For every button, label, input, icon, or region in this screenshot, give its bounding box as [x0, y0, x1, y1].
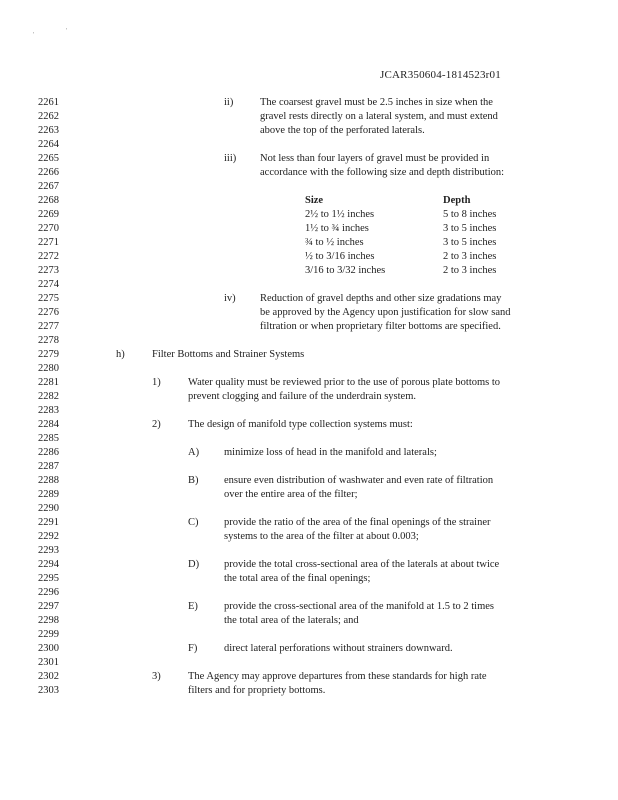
text-line: provide the ratio of the area of the final openings of the strainer [224, 517, 491, 528]
item-text-iii [260, 152, 504, 180]
line-number: 2290 [38, 503, 59, 514]
text-line: provide the cross-sectional area of the manifold at 1.5 to 2 times [224, 601, 495, 612]
table-row [305, 250, 496, 264]
line-number: 2285 [38, 433, 59, 444]
item-label-E: E) [188, 601, 198, 612]
item-text-1 [188, 376, 500, 404]
line-number: 2270 [38, 223, 59, 234]
line-number: 2266 [38, 167, 59, 178]
text-line: The coarsest gravel must be 2.5 inches in size when the [260, 97, 493, 108]
line-number: 2271 [38, 237, 59, 248]
item-text-D [224, 558, 499, 586]
text-line: minimize loss of head in the manifold and laterals; [224, 447, 437, 458]
line-number: 2295 [38, 573, 59, 584]
table-header-row [305, 194, 496, 208]
item-label-F: F) [188, 643, 198, 654]
line-number: 2287 [38, 461, 59, 472]
line-number-column [38, 96, 78, 698]
text-line: the total area of the final openings; [224, 573, 371, 584]
line-number: 2261 [38, 97, 59, 108]
table-row [305, 222, 496, 236]
line-number: 2299 [38, 629, 59, 640]
line-number: 2297 [38, 601, 59, 612]
text-line: Water quality must be reviewed prior to the use of porous plate bottoms to [188, 377, 501, 388]
text-line: direct lateral perforations without strainers downward. [224, 643, 453, 654]
item-text-ii [260, 96, 498, 138]
line-number: 2268 [38, 195, 59, 206]
text-line: ensure even distribution of washwater and even rate of filtration [224, 475, 494, 486]
line-number: 2301 [38, 657, 59, 668]
item-label-iii: iii) [224, 153, 237, 164]
line-number: 2300 [38, 643, 59, 654]
item-label-B: B) [188, 475, 199, 486]
size-cell: 2½ to 1½ inches [305, 209, 375, 220]
item-text-2 [188, 418, 413, 432]
item-text-A [224, 446, 437, 460]
text-line: prevent clogging and failure of the underdrain system. [188, 391, 417, 402]
section-title-h: Filter Bottoms and Strainer Systems [152, 349, 305, 360]
line-number: 2288 [38, 475, 59, 486]
depth-cell: 2 to 3 inches [443, 265, 497, 276]
table-row [305, 208, 496, 222]
line-number: 2280 [38, 363, 59, 374]
depth-cell: 3 to 5 inches [443, 223, 497, 234]
line-number: 2291 [38, 517, 59, 528]
depth-cell: 5 to 8 inches [443, 209, 497, 220]
table-row [305, 264, 496, 278]
line-number: 2267 [38, 181, 59, 192]
line-number: 2264 [38, 139, 59, 150]
item-label-C: C) [188, 517, 199, 528]
text-line: The design of manifold type collection systems must: [188, 419, 413, 430]
line-number: 2296 [38, 587, 59, 598]
line-number: 2283 [38, 405, 59, 416]
item-label-ii: ii) [224, 97, 234, 108]
line-number: 2279 [38, 349, 59, 360]
item-label-1: 1) [152, 377, 161, 388]
text-line: Reduction of gravel depths and other size gradations may [260, 293, 502, 304]
line-number: 2272 [38, 251, 59, 262]
line-number: 2265 [38, 153, 59, 164]
item-text-C [224, 516, 490, 544]
text-line: accordance with the following size and depth distribution: [260, 167, 505, 178]
table-row [305, 236, 496, 250]
item-text-B [224, 474, 493, 502]
line-number: 2282 [38, 391, 59, 402]
text-line: over the entire area of the filter; [224, 489, 358, 500]
text-line: The Agency may approve departures from these standards for high rate [188, 671, 487, 682]
line-number: 2302 [38, 671, 59, 682]
line-number: 2277 [38, 321, 59, 332]
line-number: 2281 [38, 377, 59, 388]
text-line: be approved by the Agency upon justification for slow sand [260, 307, 511, 318]
item-label-iv: iv) [224, 293, 236, 304]
item-label-3: 3) [152, 671, 161, 682]
depth-cell: 2 to 3 inches [443, 251, 497, 262]
line-number: 2303 [38, 685, 59, 696]
text-line: filters and for propriety bottoms. [188, 685, 326, 696]
line-number: 2274 [38, 279, 59, 290]
column-header-size: Size [305, 195, 324, 206]
line-number: 2293 [38, 545, 59, 556]
document-id: JCAR350604-1814523r01 [380, 69, 501, 81]
size-cell: ½ to 3/16 inches [305, 251, 375, 262]
line-number: 2284 [38, 419, 59, 430]
size-cell: 3/16 to 3/32 inches [305, 265, 386, 276]
text-line: above the top of the perforated laterals. [260, 125, 425, 136]
item-label-A: A) [188, 447, 200, 458]
line-number: 2286 [38, 447, 59, 458]
text-line: filtration or when proprietary filter bottoms are specified. [260, 321, 501, 332]
depth-cell: 3 to 5 inches [443, 237, 497, 248]
size-cell: 1½ to ¾ inches [305, 223, 369, 234]
line-number: 2298 [38, 615, 59, 626]
text-line: provide the total cross-sectional area of the laterals at about twice [224, 559, 500, 570]
text-line: gravel rests directly on a lateral system, and must extend [260, 111, 498, 122]
line-number: 2275 [38, 293, 59, 304]
section-label-h: h) [116, 349, 125, 360]
item-text-iv [260, 292, 511, 334]
text-line: systems to the area of the filter at about 0.003; [224, 531, 419, 542]
line-number: 2294 [38, 559, 59, 570]
item-label-D: D) [188, 559, 200, 570]
line-number: 2273 [38, 265, 59, 276]
item-text-E [224, 600, 494, 628]
scan-speck: ' [66, 27, 68, 35]
gravel-size-table [305, 194, 496, 278]
text-line: the total area of the laterals; and [224, 615, 359, 626]
line-number: 2269 [38, 209, 59, 220]
scan-speck: ' [33, 31, 35, 39]
item-text-3 [188, 670, 487, 698]
line-number: 2263 [38, 125, 59, 136]
column-header-depth: Depth [443, 195, 471, 206]
item-text-F [224, 642, 453, 656]
size-cell: ¾ to ½ inches [305, 237, 364, 248]
line-number: 2289 [38, 489, 59, 500]
item-label-2: 2) [152, 419, 161, 430]
text-line: Not less than four layers of gravel must be provided in [260, 153, 490, 164]
line-number: 2278 [38, 335, 59, 346]
line-number: 2276 [38, 307, 59, 318]
line-number: 2292 [38, 531, 59, 542]
line-number: 2262 [38, 111, 59, 122]
